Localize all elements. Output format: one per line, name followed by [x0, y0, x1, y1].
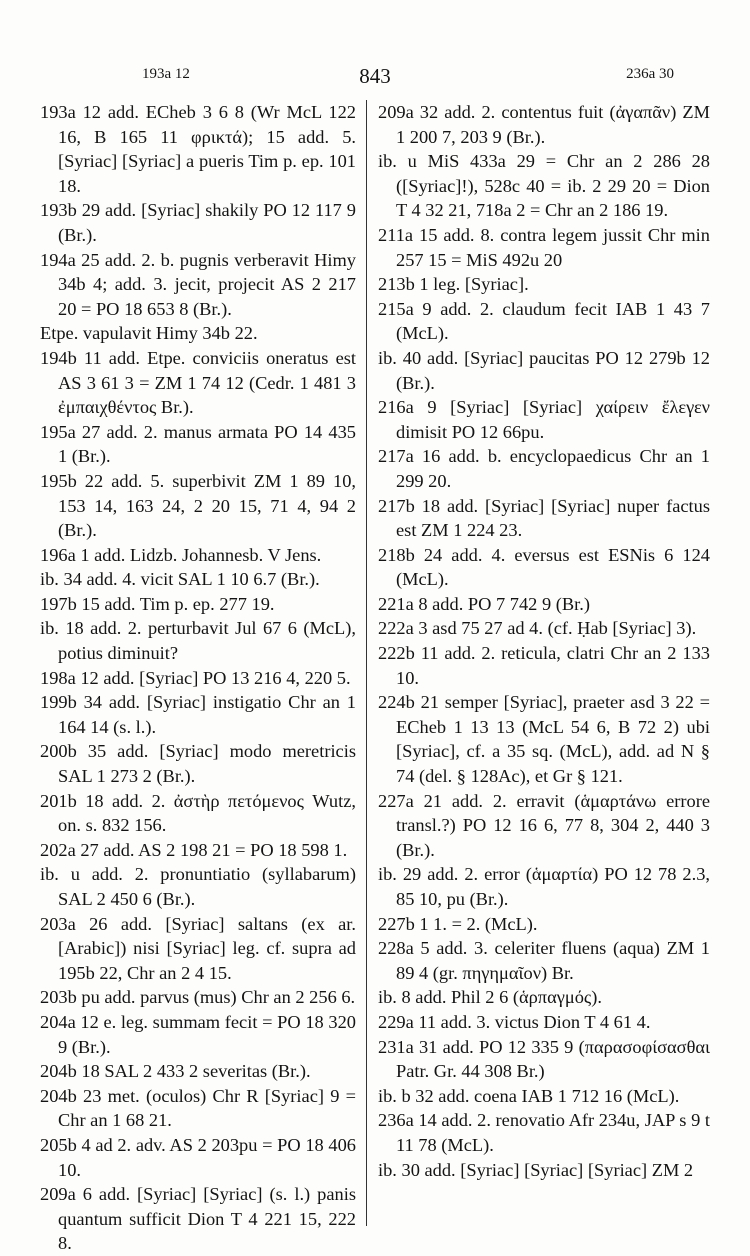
lexicon-entry: 194b 11 add. Etpe. conviciis oneratus est AS 3 61 3 = ZM 1 74 12 (Cedr. 1 481 3 ἐμπαιχθέντος Br.). [40, 347, 356, 418]
header-left-reference: 193a 12 [142, 66, 190, 82]
lexicon-entry: 196a 1 add. Lidzb. Johannesb. V Jens. [40, 544, 322, 565]
lexicon-entry: Etpe. vapulavit Himy 34b 22. [40, 323, 258, 344]
lexicon-entry: 204a 12 e. leg. summam fecit = PO 18 320 9 (Br.). [40, 1011, 356, 1057]
lexicon-entry: 228a 5 add. 3. celeriter fluens (aqua) ZM 1 89 4 (gr. πηγημαῖον) Br. [378, 938, 710, 983]
lexicon-entry: ib. 40 add. [Syriac] paucitas PO 12 279b 12 (Br.). [378, 347, 710, 393]
right-column [378, 100, 710, 1182]
lexicon-entry: 202a 27 add. AS 2 198 21 = PO 18 598 1. [40, 839, 348, 860]
lexicon-entry: ib. 8 add. Phil 2 6 (ἁρπαγμός). [378, 987, 602, 1008]
lexicon-entry: 229a 11 add. 3. victus Dion T 4 61 4. [378, 1011, 651, 1032]
lexicon-entry: 198a 12 add. [Syriac] PO 13 216 4, 220 5. [40, 667, 351, 688]
lexicon-entry: 201b 18 add. 2. ἀστὴρ πετόμενος Wutz, on. s. 832 156. [40, 790, 356, 836]
lexicon-entry: ib. 34 add. 4. vicit SAL 1 10 6.7 (Br.). [40, 569, 320, 590]
lexicon-entry: 197b 15 add. Tim p. ep. 277 19. [40, 593, 275, 614]
lexicon-entry: 231a 31 add. PO 12 335 9 (παρασοφίσασθαι Patr. Gr. 44 308 Br.) [378, 1036, 710, 1082]
lexicon-entry: 200b 35 add. [Syriac] modo meretricis SAL 1 273 2 (Br.). [40, 741, 356, 787]
lexicon-entry: 193b 29 add. [Syriac] shakily PO 12 117 9 (Br.). [40, 200, 356, 245]
lexicon-entry: 221a 8 add. PO 7 742 9 (Br.) [378, 593, 590, 614]
lexicon-entry: 227b 1 1. = 2. (McL). [378, 913, 538, 934]
lexicon-entry: 209a 32 add. 2. contentus fuit (ἀγαπᾶν) ZM 1 200 7, 203 9 (Br.). [378, 102, 710, 147]
lexicon-entry: 222b 11 add. 2. reticula, clatri Chr an 2 133 10. [378, 643, 710, 688]
lexicon-entry: 222a 3 asd 75 27 ad 4. (cf. Ḥab [Syriac] 3). [378, 618, 697, 639]
lexicon-entry: 218b 24 add. 4. eversus est ESNis 6 124 (McL). [378, 544, 710, 590]
lexicon-entry: 215a 9 add. 2. claudum fecit IAB 1 43 7 (McL). [378, 298, 710, 344]
lexicon-entry: 236a 14 add. 2. renovatio Afr 234u, JAP s 9 t 11 78 (McL). [378, 1110, 710, 1155]
lexicon-entry: 216a 9 [Syriac] [Syriac] χαίρειν ἔλεγεν dimisit PO 12 66pu. [378, 397, 710, 442]
column-divider [366, 100, 367, 1226]
lexicon-entry: ib. u MiS 433a 29 = Chr an 2 286 28 ([Syriac]!), 528c 40 = ib. 2 29 20 = Dion T 4 32 21, 718a 2 = Chr an 2 186 19. [378, 151, 710, 221]
lexicon-entry: 199b 34 add. [Syriac] instigatio Chr an 1 164 14 (s. l.). [40, 692, 356, 737]
lexicon-entry: 217a 16 add. b. encyclopaedicus Chr an 1 299 20. [378, 446, 710, 491]
page-number: 843 [359, 64, 391, 88]
lexicon-entry: 204b 23 met. (oculos) Chr R [Syriac] 9 = Chr an 1 68 21. [40, 1085, 356, 1131]
lexicon-entry: 209a 6 add. [Syriac] [Syriac] (s. l.) panis quantum sufficit Dion T 4 221 15, 222 8. [40, 1184, 356, 1254]
lexicon-entry: 205b 4 ad 2. adv. AS 2 203pu = PO 18 406 10. [40, 1134, 356, 1180]
lexicon-entry: 217b 18 add. [Syriac] [Syriac] nuper factus est ZM 1 224 23. [378, 495, 710, 541]
lexicon-entry: 204b 18 SAL 2 433 2 severitas (Br.). [40, 1061, 311, 1082]
lexicon-entry: ib. 18 add. 2. perturbavit Jul 67 6 (McL), potius diminuit? [40, 618, 356, 664]
lexicon-entry: 193a 12 add. ECheb 3 6 8 (Wr McL 122 16, B 165 11 φρικτά); 15 add. 5. [Syriac] [Syriac] a pueris Tim p. ep. 101 18. [40, 102, 356, 196]
lexicon-entry: 211a 15 add. 8. contra legem jussit Chr min 257 15 = MiS 492u 20 [378, 224, 710, 270]
lexicon-entry: ib. 29 add. 2. error (ἁμαρτία) PO 12 78 2.3, 85 10, pu (Br.). [378, 864, 710, 909]
header-right-reference: 236a 30 [626, 66, 674, 82]
lexicon-entry: 227a 21 add. 2. erravit (ἁμαρτάνω errore transl.?) PO 12 16 6, 77 8, 304 2, 440 3 (Br.). [378, 790, 710, 860]
lexicon-entry: 224b 21 semper [Syriac], praeter asd 3 22 = ECheb 1 13 13 (McL 54 6, B 72 2) ubi [Syriac], cf. a 35 sq. (McL), add. ad N § 74 (del. § 128Ac), et Gr § 121. [378, 692, 710, 787]
left-column [40, 100, 356, 1256]
lexicon-entry: 195a 27 add. 2. manus armata PO 14 435 1 (Br.). [40, 421, 356, 467]
lexicon-entry: 194a 25 add. 2. b. pugnis verberavit Himy 34b 4; add. 3. jecit, projecit AS 2 217 20 = PO 18 653 8 (Br.). [40, 249, 356, 319]
lexicon-entry: 195b 22 add. 5. superbivit ZM 1 89 10, 153 14, 163 24, 2 20 15, 71 4, 94 2 (Br.). [40, 470, 356, 541]
lexicon-entry: ib. b 32 add. coena IAB 1 712 16 (McL). [378, 1085, 680, 1106]
running-header [40, 66, 710, 88]
lexicon-entry: 203a 26 add. [Syriac] saltans (ex ar. [Arabic]) nisi [Syriac] leg. cf. supra ad 195b 22, Chr an 2 4 15. [40, 913, 356, 983]
lexicon-entry: ib. 30 add. [Syriac] [Syriac] [Syriac] ZM 2 [378, 1159, 694, 1180]
lexicon-entry: 213b 1 leg. [Syriac]. [378, 274, 529, 295]
lexicon-entry: 203b pu add. parvus (mus) Chr an 2 256 6. [40, 987, 356, 1008]
lexicon-entry: ib. u add. 2. pronuntiatio (syllabarum) SAL 2 450 6 (Br.). [40, 864, 356, 909]
